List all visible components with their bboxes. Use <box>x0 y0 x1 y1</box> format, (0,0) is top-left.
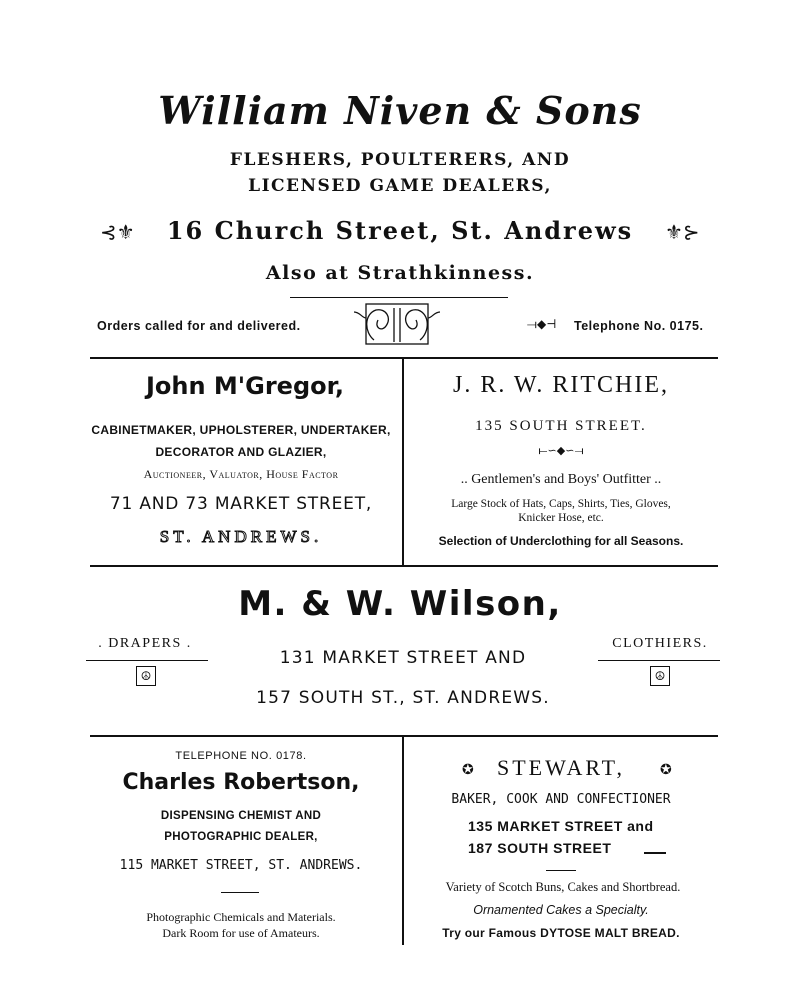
robertson-footer1: Photographic Chemicals and Materials. <box>146 910 336 924</box>
wilson-name: M. & W. Wilson, <box>238 584 562 624</box>
stewart-address1: 135 MARKET STREET and <box>468 818 654 834</box>
wilson-left-rule <box>86 660 208 661</box>
stewart-variety: Variety of Scotch Buns, Cakes and Shortbread. <box>445 880 681 894</box>
mcgregor-name: John M'Gregor, <box>145 372 345 400</box>
stewart-right-star-icon: ✪ <box>660 762 672 778</box>
stewart-ornamented: Ornamented Cakes a Specialty. <box>473 903 649 917</box>
niven-also: Also at Strathkinness. <box>265 262 535 284</box>
niven-address: 16 Church Street, St. Andrews <box>166 216 634 245</box>
ritchie-stock2: Knicker Hose, etc. <box>518 512 604 524</box>
mcgregor-line1: CABINETMAKER, UPHOLSTERER, UNDERTAKER, <box>91 423 391 437</box>
wilson-left-label: . DRAPERS . <box>98 636 192 651</box>
niven-divider <box>290 297 508 298</box>
mcgregor-line2: DECORATOR AND GLAZIER, <box>155 445 327 459</box>
robertson-rule <box>221 892 259 893</box>
wilson-right-emblem-icon: ☮ <box>650 666 670 686</box>
stewart-rule <box>546 870 576 871</box>
robertson-name: Charles Robertson, <box>122 770 360 795</box>
wilson-address1: 131 MARKET STREET AND <box>279 648 527 668</box>
stewart-address2: 187 SOUTH STREET <box>468 840 612 856</box>
stewart-famous: Try our Famous DYTOSE MALT BREAD. <box>442 926 680 940</box>
ritchie-tagline: .. Gentlemen's and Boys' Outfitter .. <box>460 472 662 487</box>
stewart-left-star-icon: ✪ <box>462 762 474 778</box>
robertson-line1: DISPENSING CHEMIST AND <box>160 810 322 822</box>
robertson-footer2: Dark Room for use of Amateurs. <box>162 926 320 940</box>
ritchie-name: J. R. W. RITCHIE, <box>452 372 669 398</box>
robertson-telephone: TELEPHONE NO. 0178. <box>175 750 307 762</box>
niven-name: William Niven & Sons <box>158 88 642 133</box>
wilson-right-rule <box>598 660 720 661</box>
niven-orders: Orders called for and delivered. <box>97 319 301 333</box>
niven-line1: FLESHERS, POULTERERS, AND <box>229 150 571 170</box>
ritchie-selection: Selection of Underclothing for all Seasons. <box>438 534 684 548</box>
stewart-dash <box>644 852 666 854</box>
mcgregor-address1: 71 AND 73 MARKET STREET, <box>109 494 373 514</box>
art-nouveau-ornament-icon <box>352 302 442 346</box>
mcgregor-address2: ST. ANDREWS. <box>159 527 323 546</box>
section-divider-3 <box>90 735 718 737</box>
ritchie-flourish-icon: ⟝∽◆∽⟞ <box>538 444 584 457</box>
ritchie-stock1: Large Stock of Hats, Caps, Shirts, Ties, Gloves, <box>451 498 671 510</box>
right-flourish-icon: ⚜︎⊱ <box>665 220 700 244</box>
left-flourish-icon: ⊰⚜︎ <box>100 220 135 244</box>
wilson-address2: 157 SOUTH ST., ST. ANDREWS. <box>256 688 550 708</box>
niven-line2: LICENSED GAME DEALERS, <box>248 176 552 196</box>
arrow-ornament-icon: ⟞◆⊣ <box>527 317 557 331</box>
section-divider-2 <box>90 565 718 567</box>
wilson-left-emblem-icon: ☮ <box>136 666 156 686</box>
robertson-line2: PHOTOGRAPHIC DEALER, <box>164 831 318 843</box>
niven-telephone: Telephone No. 0175. <box>574 319 704 333</box>
mcgregor-line3: Auctioneer, Valuator, House Factor <box>143 467 339 481</box>
stewart-line1: BAKER, COOK AND CONFECTIONER <box>451 792 671 807</box>
ritchie-address: 135 SOUTH STREET. <box>475 418 647 434</box>
section-divider-1 <box>90 357 718 359</box>
wilson-right-label: CLOTHIERS. <box>612 636 708 651</box>
robertson-address: 115 MARKET STREET, ST. ANDREWS. <box>119 858 363 873</box>
stewart-name: STEWART, <box>497 755 625 780</box>
